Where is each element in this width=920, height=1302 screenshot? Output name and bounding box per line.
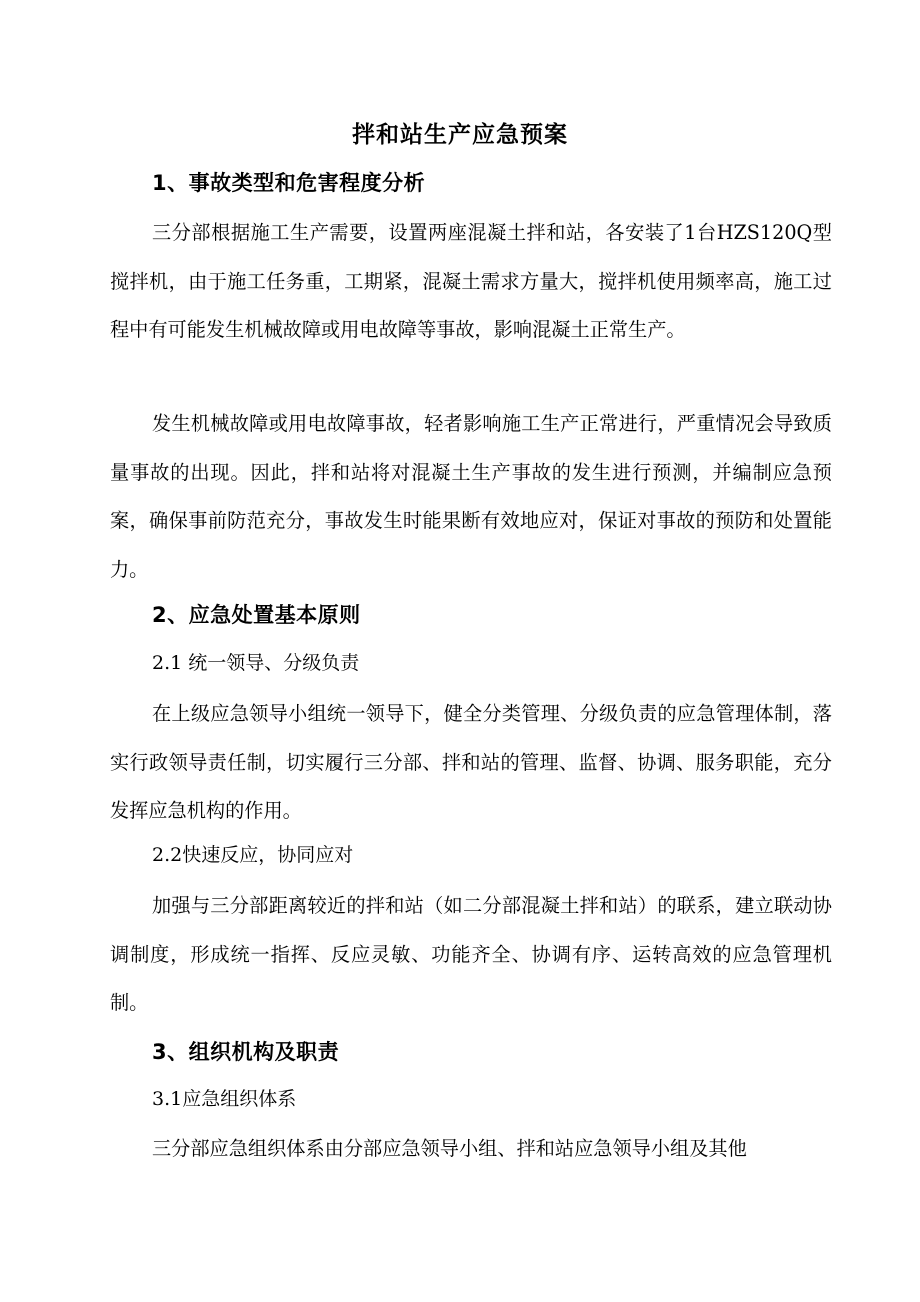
document-title: 拌和站生产应急预案 <box>352 122 568 148</box>
section-heading-2: 2、应急处置基本原则 <box>152 603 361 627</box>
section-heading-1: 1、事故类型和危害程度分析 <box>152 171 426 195</box>
section-heading-3: 3、组织机构及职责 <box>152 1040 340 1064</box>
subsection-2-2-paragraph: 加强与三分部距离较近的拌和站（如二分部混凝土拌和站）的联系，建立联动协调制度，形成统一指挥、反应灵敏、功能齐全、协调有序、运转高效的应急管理机制。 <box>110 894 832 1014</box>
subsection-heading-2-1: 2.1 统一领导、分级负责 <box>152 652 360 674</box>
subsection-3-1-paragraph: 三分部应急组织体系由分部应急领导小组、拌和站应急领导小组及其他 <box>152 1137 747 1160</box>
subsection-heading-3-1: 3.1应急组织体系 <box>152 1088 297 1110</box>
section-1-paragraph-1: 三分部根据施工生产需要，设置两座混凝土拌和站，各安装了1台HZS120Q型搅拌机，由于施工任务重，工期紧，混凝土需求方量大，搅拌机使用频率高，施工过程中有可能发生机械故障或用电故障等事故，影响混凝土正常生产。 <box>110 221 832 341</box>
subsection-2-1-paragraph: 在上级应急领导小组统一领导下，健全分类管理、分级负责的应急管理体制，落实行政领导责任制，切实履行三分部、拌和站的管理、监督、协调、服务职能，充分发挥应急机构的作用。 <box>110 702 832 822</box>
subsection-heading-2-2: 2.2快速反应，协同应对 <box>152 844 354 866</box>
section-1-paragraph-2: 发生机械故障或用电故障事故，轻者影响施工生产正常进行，严重情况会导致质量事故的出现。因此，拌和站将对混凝土生产事故的发生进行预测，并编制应急预案，确保事前防范充分，事故发生时能果断有效地应对，保证对事故的预防和处置能力。 <box>110 412 832 581</box>
